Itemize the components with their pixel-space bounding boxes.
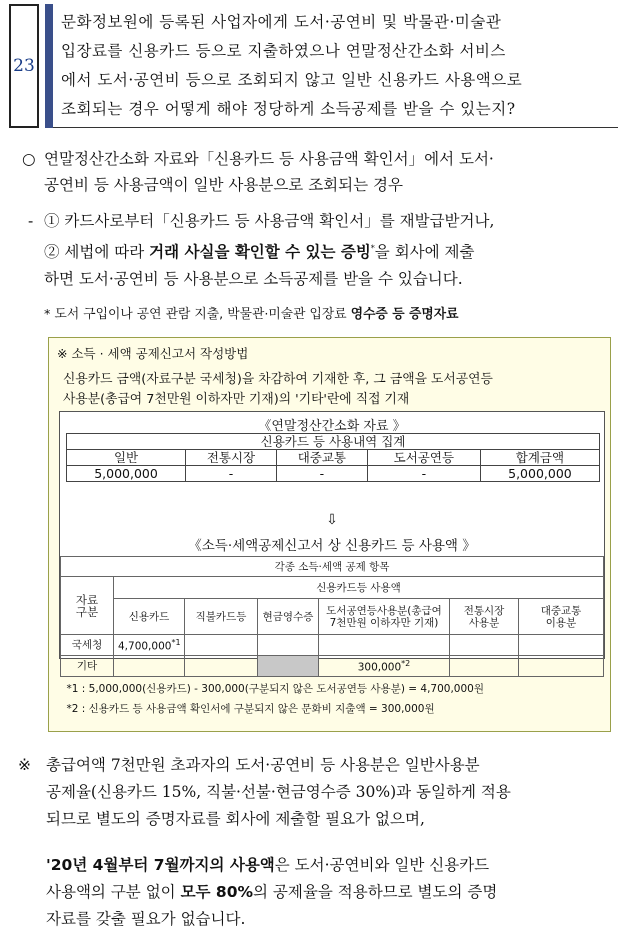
note-text: 도서 구입이나 공연 관람 지출, 박물관·미술관 입장료 bbox=[54, 307, 351, 322]
simplified-data-table bbox=[66, 433, 600, 482]
table1-cell: - bbox=[367, 466, 480, 482]
simplified-data-title: 《연말정산간소화 자료 》 bbox=[258, 419, 406, 434]
table1-cell: - bbox=[276, 466, 367, 482]
table2-group-header: 신용카드등 사용액 bbox=[114, 577, 604, 599]
evidence-note bbox=[44, 303, 459, 322]
table2-row-label: 기타 bbox=[61, 656, 114, 677]
remark-line: 공제율(신용카드 15%, 직불·선불·현금영수증 30%)과 동일하게 적용 bbox=[46, 783, 511, 801]
dash-line2-sup: * bbox=[370, 244, 375, 253]
deduction-form-table bbox=[60, 556, 604, 721]
dash-line bbox=[44, 235, 618, 266]
answer-bullet-mark: ○ bbox=[22, 150, 36, 168]
table2-credit-cell bbox=[114, 635, 185, 656]
books-value: 300,000 bbox=[357, 661, 402, 674]
table1-header: 도서공연등 bbox=[367, 450, 480, 466]
example-panel bbox=[59, 411, 605, 715]
table1-caption: 신용카드 등 사용내역 집계 bbox=[67, 434, 600, 450]
remark-p2-line: 자료를 갖출 필요가 없습니다. bbox=[46, 910, 246, 928]
table1-header: 일반 bbox=[67, 450, 186, 466]
answer-bullet-text bbox=[44, 146, 614, 198]
method-title: ※ 소득 · 세액 공제신고서 작성방법 bbox=[57, 346, 249, 361]
remark-bold-rate: 모두 80% bbox=[180, 883, 254, 901]
remark-p2-line bbox=[46, 852, 614, 879]
footnote: *2 : 신용카드 등 사용금액 확인서에 구분되지 않은 문화비 지출액 = 300,000원 bbox=[66, 702, 435, 715]
method-box bbox=[48, 337, 611, 732]
remark-p2-line bbox=[46, 879, 614, 906]
table2-cell bbox=[450, 656, 519, 677]
remark-p2-pre: 사용액의 구분 없이 bbox=[46, 883, 181, 901]
table2-cell bbox=[450, 635, 519, 656]
question-underline bbox=[53, 127, 618, 128]
dash-line: 하면 도서·공연비 등 사용분으로 소득공제를 받을 수 있습니다. bbox=[44, 270, 463, 289]
table-row bbox=[61, 656, 604, 677]
table1-cell: - bbox=[186, 466, 277, 482]
question-accent-bar bbox=[45, 4, 53, 128]
credit-value: 4,700,000 bbox=[118, 640, 172, 653]
table2-row-header: 자료 구분 bbox=[61, 577, 114, 635]
question-line: 문화정보원에 등록된 사업자에게 도서·공연비 및 박물관·미술관 bbox=[61, 13, 502, 31]
table1-header: 전통시장 bbox=[186, 450, 277, 466]
question-number: 23 bbox=[9, 4, 39, 128]
remark-bold-period: '20년 4월부터 7월까지의 사용액 bbox=[46, 856, 275, 874]
table2-cell bbox=[114, 656, 185, 677]
table1-cell: 5,000,000 bbox=[480, 466, 599, 482]
table2-row-label: 국세청 bbox=[61, 635, 114, 656]
question-line: 조회되는 경우 어떻게 해야 정당하게 소득공제를 받을 수 있는지? bbox=[61, 100, 516, 118]
dash-line2-bold: 거래 사실을 확인할 수 있는 증빙 bbox=[149, 243, 371, 262]
answer-dash-mark: - bbox=[28, 212, 34, 230]
question-line: 입장료를 신용카드 등으로 지출하였으나 연말정산간소화 서비스 bbox=[61, 42, 506, 60]
books-footnote-mark: *2 bbox=[401, 659, 411, 669]
table2-column: 직불카드등 bbox=[185, 599, 258, 635]
table2-cell bbox=[519, 656, 604, 677]
table2-shaded-cell bbox=[258, 656, 319, 677]
dash-line2-pre: ② 세법에 따라 bbox=[44, 243, 150, 262]
remark-line: 총급여액 7천만원 초과자의 도서·공연비 등 사용분은 일반사용분 bbox=[46, 756, 480, 774]
table2-column: 도서공연등사용분(총급여 7천만원 이하자만 기재) bbox=[319, 599, 450, 635]
table2-cell bbox=[258, 635, 319, 656]
table2-cell bbox=[519, 635, 604, 656]
down-arrow-icon: ⇩ bbox=[326, 512, 338, 528]
table2-cell bbox=[185, 635, 258, 656]
note-star: * bbox=[44, 307, 51, 322]
remark-p2-text: 은 도서·공연비와 일반 신용카드 bbox=[274, 856, 490, 874]
remark-p2-post: 의 공제율을 적용하므로 별도의 증명 bbox=[253, 883, 498, 901]
table2-cell bbox=[185, 656, 258, 677]
question-box bbox=[9, 4, 618, 128]
dash-line: ① 카드사로부터「신용카드 등 사용금액 확인서」를 재발급받거나, bbox=[44, 212, 495, 230]
table2-footnotes bbox=[61, 677, 604, 721]
table1-cell: 5,000,000 bbox=[67, 466, 186, 482]
question-text bbox=[61, 8, 617, 124]
answer-dash-text bbox=[44, 208, 618, 293]
table2-column: 현금영수증 bbox=[258, 599, 319, 635]
remark-text bbox=[46, 752, 614, 833]
table2-column: 전통시장 사용분 bbox=[450, 599, 519, 635]
table-row bbox=[61, 635, 604, 656]
table2-cell bbox=[319, 635, 450, 656]
note-bold: 영수증 등 증명자료 bbox=[350, 307, 459, 322]
table2-column: 신용카드 bbox=[114, 599, 185, 635]
method-desc-line: 사용분(총급여 7천만원 이하자만 기재)의 '기타'란에 직접 기재 bbox=[63, 392, 410, 407]
remark-mark: ※ bbox=[18, 756, 31, 774]
remark-line: 되므로 별도의 증명자료를 회사에 제출할 필요가 없으며, bbox=[46, 810, 425, 828]
method-description bbox=[63, 370, 603, 410]
method-desc-line: 신용카드 금액(자료구분 국세청)을 차감하여 기재한 후, 그 금액을 도서공연등 bbox=[63, 372, 493, 387]
question-line: 에서 도서·공연비 등으로 조회되지 않고 일반 신용카드 사용액으로 bbox=[61, 71, 523, 89]
table1-header: 대중교통 bbox=[276, 450, 367, 466]
table2-top-header: 각종 소득·세액 공제 항목 bbox=[61, 557, 604, 577]
form-title: 《소득·세액공제신고서 상 신용카드 등 사용액 》 bbox=[188, 538, 476, 554]
table2-column: 대중교통 이용분 bbox=[519, 599, 604, 635]
remark-paragraph-2 bbox=[46, 852, 614, 933]
dash-line2-post: 을 회사에 제출 bbox=[374, 243, 475, 262]
table1-header: 합계금액 bbox=[480, 450, 599, 466]
credit-footnote-mark: *1 bbox=[171, 638, 181, 648]
bullet-line: 공연비 등 사용금액이 일반 사용분으로 조회되는 경우 bbox=[44, 176, 403, 194]
table2-books-cell bbox=[319, 656, 450, 677]
footnote: *1 : 5,000,000(신용카드) - 300,000(구분되지 않은 도서공연등 사용분) = 4,700,000원 bbox=[66, 682, 484, 695]
bullet-line: 연말정산간소화 자료와「신용카드 등 사용금액 확인서」에서 도서· bbox=[44, 150, 494, 168]
